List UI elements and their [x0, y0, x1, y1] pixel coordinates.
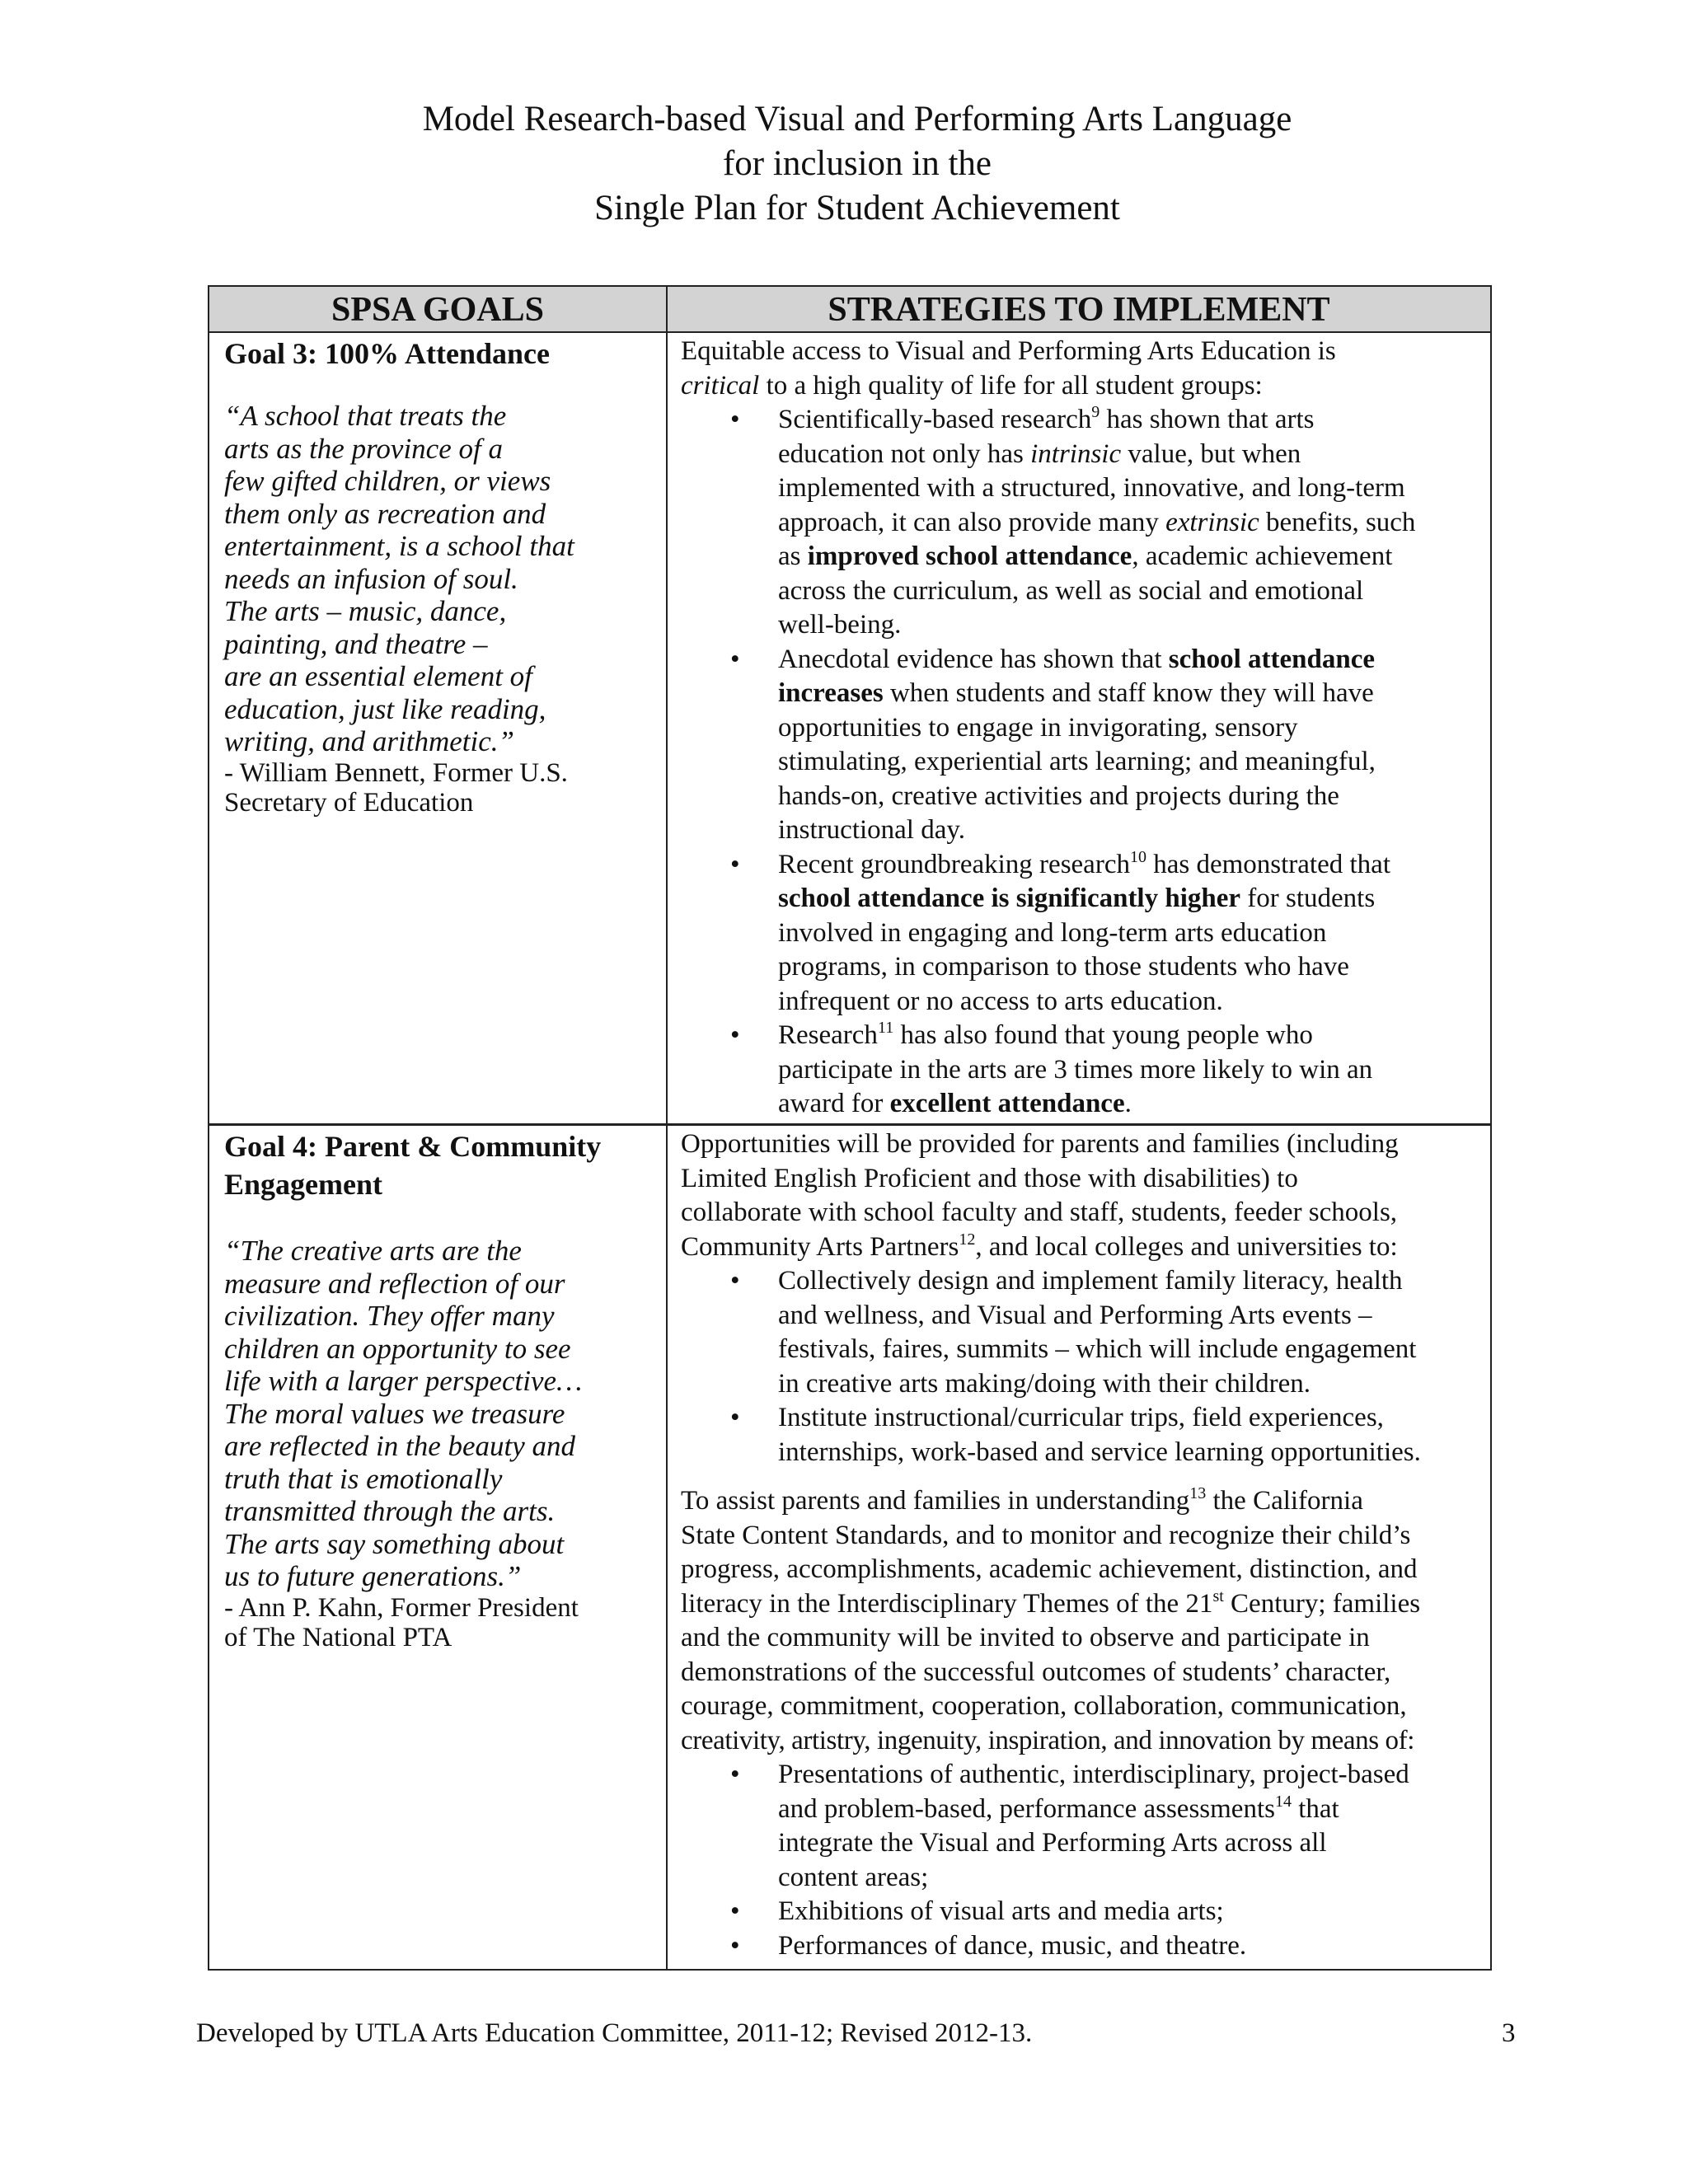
goal3-quote [224, 400, 653, 758]
text: To assist parents and families in understanding [681, 1486, 1190, 1516]
text: Limited English Proficient and those with disabilities) to [681, 1163, 1298, 1193]
list-item [681, 643, 1480, 848]
title-line-3: Single Plan for Student Achievement [594, 189, 1120, 227]
text: has shown that arts [1100, 405, 1315, 434]
text: demonstrations of the successful outcomes of students’ character, [681, 1657, 1391, 1687]
footnote-ref: 11 [877, 1019, 894, 1037]
text: courage, commitment, cooperation, collaboration, communication, [681, 1691, 1407, 1721]
text: and the community will be invited to observe and participate in [681, 1623, 1370, 1652]
goal3-attribution [224, 758, 653, 818]
goal4-strategies [681, 1127, 1480, 1963]
page-number: 3 [1502, 2018, 1516, 2048]
bold-text: improved school attendance [807, 541, 1132, 571]
quote-line: “A school that treats the [224, 400, 507, 432]
goal4-title-line: Engagement [224, 1168, 382, 1201]
emphasis-text: intrinsic [1030, 438, 1122, 469]
text: approach, it can also provide many [778, 507, 1166, 537]
quote-line: The arts – music, dance, [224, 595, 507, 627]
quote-line: are reflected in the beauty and [224, 1430, 576, 1462]
footnote-ref: 10 [1129, 847, 1146, 866]
text: the California [1206, 1486, 1363, 1516]
text: award for [778, 1089, 890, 1118]
quote-line: transmitted through the arts. [224, 1495, 556, 1527]
text: Research [778, 1020, 878, 1050]
list-item [681, 403, 1480, 643]
goal3-strategies [681, 335, 1480, 1122]
text: instructional day. [778, 815, 965, 845]
text: collaborate with school faculty and staff, students, feeder schools, [681, 1197, 1398, 1227]
goal4-bullet-list-2 [681, 1758, 1480, 1963]
footnote-ref: 13 [1189, 1484, 1207, 1502]
quote-line: needs an infusion of soul. [224, 562, 518, 595]
quote-line: measure and reflection of our [224, 1267, 565, 1300]
text: integrate the Visual and Performing Arts across all [778, 1828, 1327, 1858]
text: hands-on, creative activities and projects during the [778, 780, 1339, 811]
quote-line: truth that is emotionally [224, 1462, 503, 1495]
list-item [681, 848, 1480, 1019]
text: , and local colleges and universities to: [975, 1231, 1398, 1262]
text: to a high quality of life for all student groups: [759, 370, 1263, 401]
list-item [681, 1929, 1480, 1964]
quote-line: “The creative arts are the [224, 1235, 522, 1267]
text: opportunities to engage in invigorating, sensory [778, 712, 1298, 743]
text: Anecdotal evidence has shown that [778, 644, 1169, 674]
text: literacy in the Interdisciplinary Themes of the 21 [681, 1588, 1213, 1619]
emphasis-text: extrinsic [1165, 507, 1259, 537]
text: • Collectively design and implement family literacy, health [778, 1266, 1403, 1296]
text: education not only has [778, 438, 1031, 469]
footer-text: Developed by UTLA Arts Education Committee, 2011-12; Revised 2012-13. [196, 2018, 1033, 2048]
superscript: st [1212, 1586, 1224, 1605]
quote-line: are an essential element of [224, 660, 532, 692]
text: for students [1240, 883, 1376, 913]
bold-text: school attendance is significantly higher [778, 883, 1241, 913]
quote-line: us to future generations.” [224, 1560, 522, 1592]
quote-line: civilization. They offer many [224, 1300, 555, 1332]
text: Community Arts Partners [681, 1231, 959, 1262]
text: internships, work-based and service learning opportunities. [778, 1436, 1421, 1467]
footnote-ref: 9 [1091, 403, 1100, 421]
footnote-ref: 14 [1274, 1792, 1292, 1811]
list-item [681, 1895, 1480, 1929]
intro-line [681, 369, 1480, 404]
goal3-cell [224, 335, 653, 818]
quote-line: them only as recreation and [224, 497, 546, 530]
goal4-quote [224, 1235, 653, 1593]
attribution-line: - Ann P. Kahn, Former President [224, 1592, 579, 1623]
title-line-1: Model Research-based Visual and Performing Arts Language [422, 100, 1292, 138]
text: that [1291, 1793, 1339, 1824]
text: content areas; [778, 1862, 929, 1892]
document-title [0, 97, 1688, 231]
text: Century; families [1223, 1588, 1421, 1619]
quote-line: education, just like reading, [224, 692, 546, 725]
text: in creative arts making/doing with their children. [778, 1368, 1311, 1399]
text: well-being. [778, 610, 902, 640]
text: programs, in comparison to those students who have [778, 952, 1349, 982]
text: value, but when [1121, 438, 1301, 469]
spsa-table [208, 285, 1492, 1971]
text: and problem-based, performance assessments [778, 1793, 1275, 1824]
text: across the curriculum, as well as social and emotional [778, 575, 1364, 606]
header-spsa-goals: SPSA GOALS [209, 287, 666, 331]
text: Opportunities will be provided for parents and families (including [681, 1129, 1399, 1159]
text: . [1124, 1089, 1132, 1118]
quote-line: arts as the province of a [224, 432, 503, 465]
attribution-line: - William Bennett, Former U.S. [224, 757, 568, 788]
text: • Institute instructional/curricular trips, field experiences, [778, 1403, 1384, 1432]
goal4-title-line: Goal 4: Parent & Community [224, 1130, 602, 1163]
text: Scientifically-based research [778, 405, 1092, 434]
text: implemented with a structured, innovative, and long-term [778, 473, 1405, 503]
bold-text: increases [778, 678, 884, 708]
quote-line: The arts say something about [224, 1527, 565, 1560]
column-divider [666, 287, 668, 1969]
list-item [681, 1401, 1480, 1469]
goal3-title: Goal 3: 100% Attendance [224, 337, 550, 370]
text: creativity, artistry, ingenuity, inspiration, and innovation by means of: [681, 1725, 1415, 1755]
text: when students and staff know they will have [883, 678, 1374, 708]
goal4-attribution [224, 1593, 653, 1652]
goal4-title [224, 1127, 653, 1203]
text: has also found that young people who [893, 1020, 1313, 1050]
bold-text: school attendance [1168, 644, 1376, 674]
header-divider [209, 331, 1490, 333]
list-item [681, 1019, 1480, 1122]
goal4-cell [224, 1127, 653, 1652]
text: • Performances of dance, music, and theatre. [778, 1930, 1247, 1961]
text: festivals, faires, summits – which will include engagement [778, 1334, 1417, 1364]
quote-line: entertainment, is a school that [224, 530, 574, 562]
emphasis-text: critical [681, 370, 760, 401]
intro-line: Equitable access to Visual and Performing Arts Education is [681, 336, 1336, 366]
header-strategies: STRATEGIES TO IMPLEMENT [668, 287, 1490, 331]
title-line-2: for inclusion in the [722, 144, 992, 183]
quote-line: life with a larger perspective… [224, 1365, 583, 1397]
text: benefits, such [1259, 507, 1416, 537]
text: progress, accomplishments, academic achievement, distinction, and [681, 1554, 1418, 1584]
list-item [681, 1264, 1480, 1401]
text: State Content Standards, and to monitor and recognize their child’s [681, 1520, 1411, 1550]
attribution-line: Secretary of Education [224, 787, 474, 818]
paragraph-spacer [681, 1469, 1480, 1484]
text: • Exhibitions of visual arts and media arts; [778, 1896, 1224, 1926]
text: stimulating, experiential arts learning; and meaningful, [778, 747, 1376, 776]
row-divider [209, 1123, 1490, 1126]
goal3-bullet-list [681, 403, 1480, 1122]
text: involved in engaging and long-term arts education [778, 917, 1327, 948]
footnote-ref: 12 [959, 1230, 976, 1249]
text: , academic achievement [1132, 541, 1393, 571]
quote-line: children an opportunity to see [224, 1332, 571, 1365]
quote-line: painting, and theatre – [224, 627, 488, 660]
text: infrequent or no access to arts education. [778, 986, 1223, 1016]
bold-text: excellent attendance [889, 1089, 1125, 1118]
text: has demonstrated that [1146, 849, 1390, 879]
quote-line: writing, and arithmetic.” [224, 725, 514, 757]
text: and wellness, and Visual and Performing Arts events – [778, 1300, 1372, 1330]
text: participate in the arts are 3 times more likely to win an [778, 1054, 1373, 1085]
text: • Presentations of authentic, interdisciplinary, project-based [778, 1760, 1409, 1789]
quote-line: few gifted children, or views [224, 465, 551, 497]
text: Recent groundbreaking research [778, 849, 1130, 879]
quote-line: The moral values we treasure [224, 1397, 565, 1430]
text: as [778, 541, 808, 571]
goal4-bullet-list-1 [681, 1264, 1480, 1469]
attribution-line: of The National PTA [224, 1622, 452, 1652]
list-item [681, 1758, 1480, 1895]
